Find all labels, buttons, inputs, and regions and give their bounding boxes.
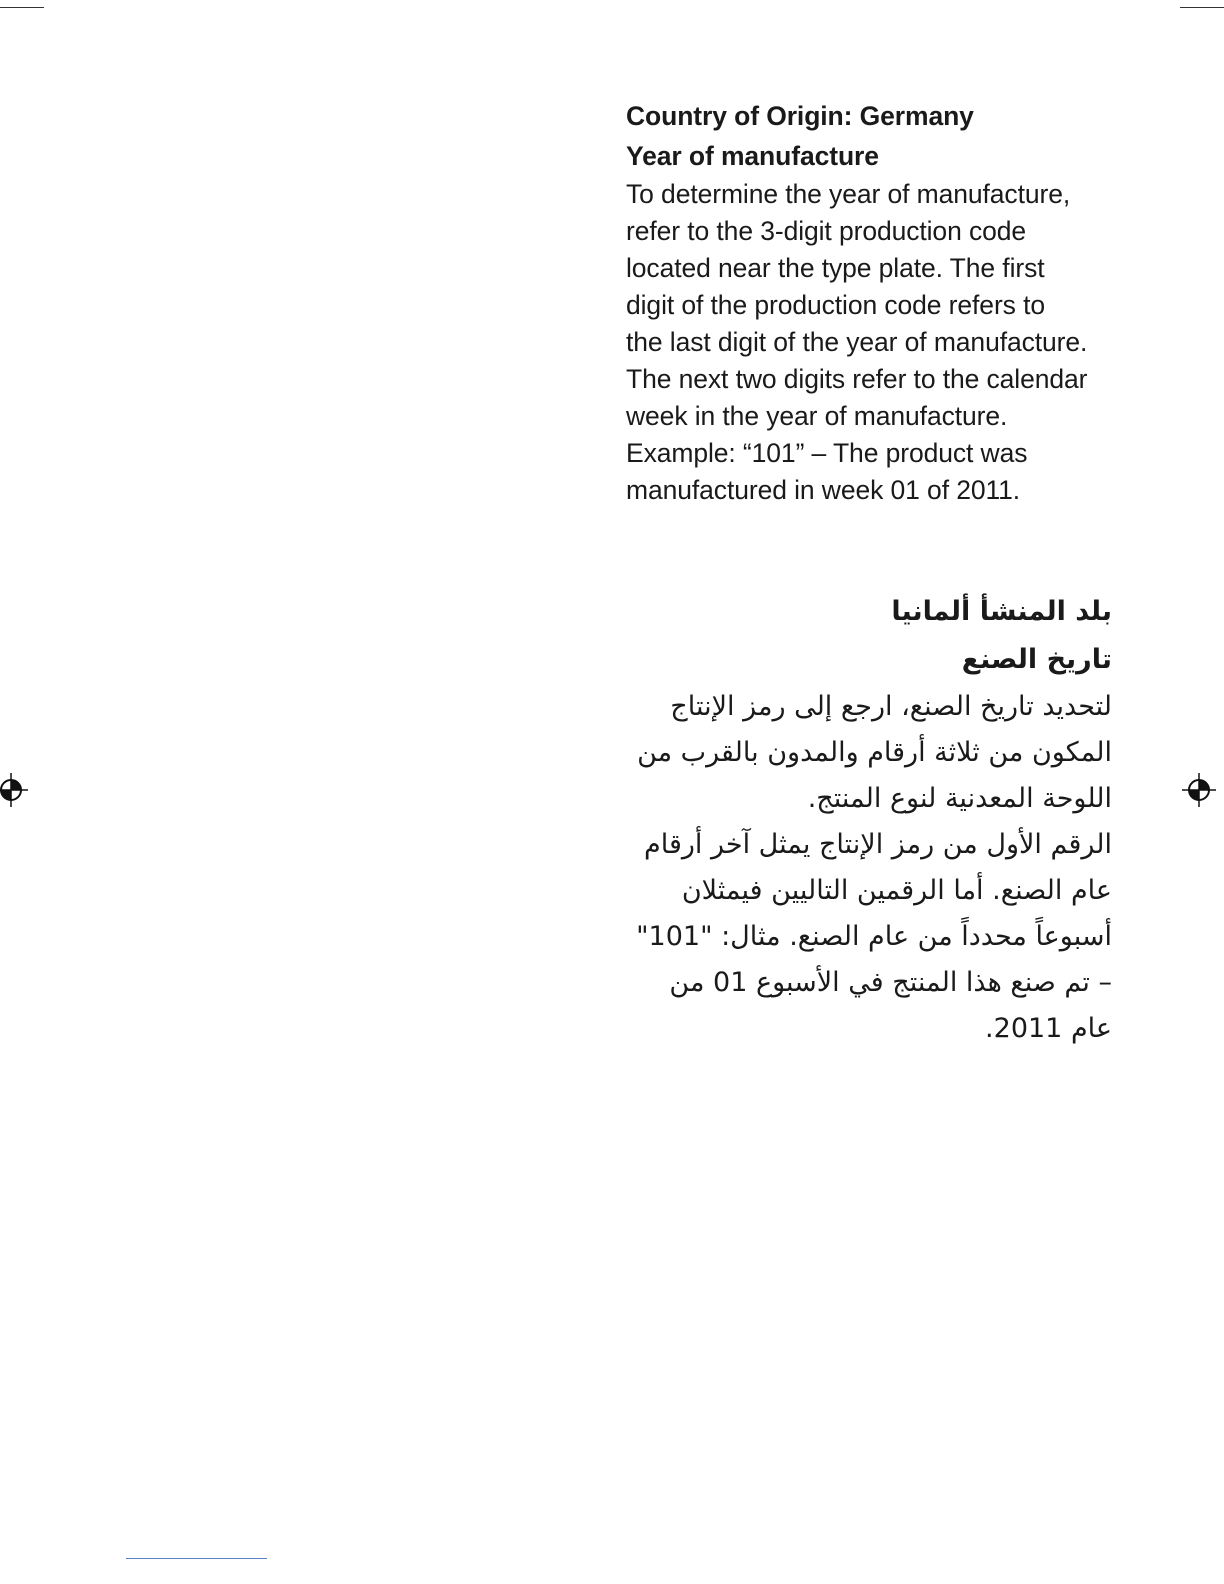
paragraph-line: week in the year of manufacture. (626, 401, 1008, 431)
paragraph-line-arabic: – تم صنع هذا المنتج في الأسبوع 01 من (669, 967, 1112, 998)
crop-mark-top-right (1180, 7, 1224, 8)
paragraph-line: digit of the production code refers to (626, 290, 1045, 320)
registration-crosshair-icon (1182, 773, 1216, 807)
arabic-section (612, 588, 1112, 1052)
paragraph-line: the last digit of the year of manufacture. (626, 327, 1088, 357)
paragraph-line: The next two digits refer to the calendar (626, 364, 1088, 394)
year-of-manufacture-heading-arabic: تاريخ الصنع (961, 644, 1112, 675)
paragraph-line: Example: “101” – The product was (626, 438, 1028, 468)
country-of-origin-heading: Country of Origin: Germany (626, 101, 974, 131)
paragraph-line-arabic: اللوحة المعدنية لنوع المنتج. (807, 783, 1112, 814)
paragraph-line: located near the type plate. The first (626, 253, 1045, 283)
paragraph-line: refer to the 3-digit production code (626, 216, 1027, 246)
paragraph-line-arabic: الرقم الأول من رمز الإنتاج يمثل آخر أرقام (644, 829, 1112, 860)
paragraph-line: manufactured in week 01 of 2011. (626, 475, 1021, 505)
registration-crosshair-icon (0, 773, 28, 807)
year-of-manufacture-heading: Year of manufacture (626, 141, 879, 171)
footer-rule (126, 1558, 267, 1559)
paragraph-line-arabic: عام الصنع. أما الرقمين التاليين فيمثلان (681, 875, 1112, 906)
paragraph-line-arabic: لتحديد تاريخ الصنع، ارجع إلى رمز الإنتاج (670, 691, 1112, 722)
paragraph-line-arabic: المكون من ثلاثة أرقام والمدون بالقرب من (637, 737, 1112, 768)
paragraph-line-arabic: عام 2011. (985, 1013, 1112, 1044)
paragraph-line: To determine the year of manufacture, (626, 179, 1071, 209)
crop-mark-top-left (0, 7, 44, 8)
country-of-origin-heading-arabic: بلد المنشأ ألمانيا (891, 596, 1112, 627)
paragraph-line-arabic: أسبوعاً محدداً من عام الصنع. مثال: "101" (636, 921, 1112, 952)
english-section (626, 96, 1126, 509)
